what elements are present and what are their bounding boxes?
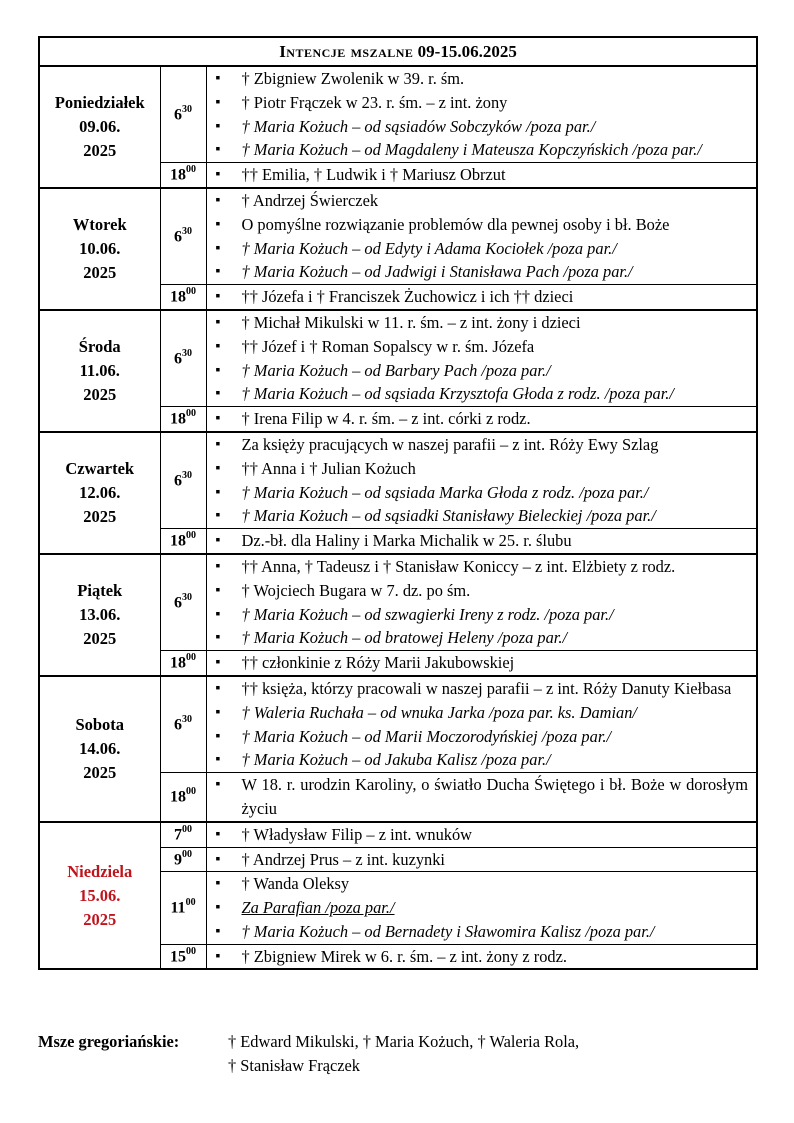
day-name: Poniedziałek (54, 92, 145, 112)
intention-item (215, 457, 749, 481)
mass-time (160, 847, 206, 872)
mass-minutes: 00 (182, 848, 192, 860)
mass-hour: 7 (174, 826, 182, 844)
mass-row (39, 822, 757, 847)
gregorian-names (228, 1030, 748, 1077)
mass-time (160, 651, 206, 676)
mass-minutes: 00 (182, 823, 192, 835)
day-date: 09.06. (79, 116, 121, 136)
intention-text: † Andrzej Świerczek (241, 190, 379, 210)
day-date: 14.06. (79, 738, 121, 758)
intentions-list (207, 529, 757, 553)
intentions-cell (206, 872, 757, 944)
intentions-list (207, 823, 757, 847)
gregorian-line: † Edward Mikulski, † Maria Kożuch, † Waleria Rola, (228, 1032, 580, 1051)
intention-item (215, 115, 749, 139)
intentions-cell (206, 188, 757, 285)
intention-text: †† Emilia, † Ludwik i † Mariusz Obrzut (241, 165, 506, 185)
title-prefix: Intencje mszalne (279, 41, 414, 61)
intention-item (215, 920, 749, 944)
mass-minutes: 00 (186, 286, 196, 298)
intention-item (215, 701, 749, 725)
intention-text: Za księży pracujących w naszej parafii – z int. Róży Ewy Szlag (241, 434, 659, 454)
intention-text: † Maria Kożuch – od bratowej Heleny /poza par./ (241, 628, 568, 648)
mass-hour: 18 (170, 166, 186, 184)
intentions-cell (206, 822, 757, 847)
mass-hour: 11 (170, 899, 186, 917)
mass-time (160, 529, 206, 554)
intention-text: † Andrzej Prus – z int. kuzynki (241, 849, 445, 869)
intention-text: † Maria Kożuch – od sąsiadki Stanisławy Bieleckiej /poza par./ (241, 506, 656, 526)
mass-minutes: 30 (182, 713, 192, 725)
intention-text: † Maria Kożuch – od Edyty i Adama Kociołek /poza par./ (241, 238, 617, 258)
intention-item (215, 433, 749, 457)
mass-minutes: 30 (182, 225, 192, 237)
intention-text: † Zbigniew Zwolenik w 39. r. śm. (241, 69, 465, 88)
intention-text: † Władysław Filip – z int. wnuków (241, 824, 473, 844)
mass-minutes: 30 (182, 591, 192, 603)
day-date: 10.06. (79, 238, 121, 258)
intentions-cell (206, 676, 757, 773)
intentions-list (207, 311, 757, 406)
intention-item (215, 823, 749, 847)
intention-text: †† Józefa i † Franciszek Żuchowicz i ich †† dzieci (241, 287, 574, 307)
mass-time (160, 676, 206, 773)
day-name: Piątek (77, 580, 123, 600)
intentions-sheet (38, 36, 758, 970)
intention-item (215, 945, 749, 969)
intentions-cell (206, 432, 757, 529)
intention-item (215, 529, 749, 553)
intentions-list (207, 677, 757, 772)
intentions-cell (206, 285, 757, 310)
intention-item (215, 677, 749, 701)
day-year: 2025 (83, 762, 117, 782)
intentions-list (207, 848, 757, 872)
intention-text: † Wojciech Bugara w 7. dz. po śm. (241, 580, 471, 600)
intention-text: O pomyślne rozwiązanie problemów dla pewnej osoby i bł. Boże (241, 214, 670, 234)
day-year: 2025 (83, 140, 117, 160)
intention-item (215, 504, 749, 528)
intention-item (215, 189, 749, 213)
intentions-cell (206, 163, 757, 188)
intention-item (215, 359, 749, 383)
mass-time (160, 773, 206, 822)
mass-row (39, 66, 757, 163)
day-year: 2025 (83, 628, 117, 648)
intention-item (215, 725, 749, 749)
mass-row (39, 554, 757, 651)
mass-time (160, 554, 206, 651)
gregorian-line: † Stanisław Frączek (228, 1055, 360, 1075)
intentions-list (207, 945, 757, 969)
page-title (39, 37, 757, 66)
intention-text: † Maria Kożuch – od szwagierki Ireny z rodz. /poza par./ (241, 604, 614, 624)
intention-text: † Zbigniew Mirek w 6. r. śm. – z int. żony z rodz. (241, 946, 567, 966)
day-name: Niedziela (67, 861, 133, 881)
intentions-cell (206, 66, 757, 163)
intention-text: †† Anna, † Tadeusz i † Stanisław Koniccy – z int. Elżbiety z rodz. (241, 556, 676, 576)
intention-text: † Waleria Ruchała – od wnuka Jarka /poza par. ks. Damian/ (241, 702, 637, 722)
day-name: Środa (78, 336, 121, 356)
intention-item (215, 213, 749, 237)
intention-text: Za Parafian /poza par./ (241, 898, 395, 918)
intentions-cell (206, 310, 757, 407)
mass-time (160, 285, 206, 310)
mass-hour: 18 (170, 654, 186, 672)
day-date: 11.06. (79, 360, 120, 380)
intentions-cell (206, 407, 757, 432)
mass-time (160, 66, 206, 163)
intentions-list (207, 285, 757, 309)
intention-text: † Maria Kożuch – od Jakuba Kalisz /poza par./ (241, 750, 551, 770)
intentions-table (38, 36, 758, 970)
intentions-list (207, 872, 757, 943)
intentions-list (207, 67, 757, 162)
intentions-cell (206, 529, 757, 554)
intention-item (215, 285, 749, 309)
intention-item (215, 626, 749, 650)
intention-item (215, 237, 749, 261)
intentions-list (207, 555, 757, 650)
mass-time (160, 432, 206, 529)
day-year: 2025 (83, 506, 117, 526)
intentions-cell (206, 554, 757, 651)
mass-time (160, 822, 206, 847)
intention-item (215, 872, 749, 896)
mass-hour: 18 (170, 788, 186, 806)
mass-hour: 18 (170, 532, 186, 550)
intention-item (215, 67, 749, 91)
title-dates: 09-15.06.2025 (417, 41, 517, 61)
mass-hour: 18 (170, 410, 186, 428)
mass-hour: 18 (170, 288, 186, 306)
intentions-list (207, 433, 757, 528)
intention-item (215, 138, 749, 162)
intention-item (215, 407, 749, 431)
mass-time (160, 872, 206, 944)
intention-text: †† członkinie z Róży Marii Jakubowskiej (241, 653, 515, 673)
day-date: 12.06. (79, 482, 121, 502)
intention-text: † Irena Filip w 4. r. śm. – z int. córki z rodz. (241, 409, 531, 429)
day-cell (39, 188, 160, 310)
intention-text: †† księża, którzy pracowali w naszej parafii – z int. Róży Danuty Kiełbasa (241, 678, 732, 698)
intention-text: †† Józef i † Roman Sopalscy w r. śm. Józefa (241, 336, 535, 356)
mass-hour: 6 (174, 106, 182, 124)
intention-text: Dz.-bł. dla Haliny i Marka Michalik w 25. r. ślubu (241, 531, 572, 551)
mass-hour: 9 (174, 851, 182, 869)
intention-item (215, 896, 749, 920)
intention-item (215, 335, 749, 359)
mass-hour: 6 (174, 228, 182, 246)
day-cell (39, 554, 160, 676)
day-cell (39, 66, 160, 188)
intention-item (215, 603, 749, 627)
intention-item (215, 382, 749, 406)
mass-hour: 6 (174, 350, 182, 368)
day-name: Wtorek (72, 214, 127, 234)
intention-item (215, 260, 749, 284)
gregorian-label: Msze gregoriańskie: (38, 1032, 180, 1051)
intentions-list (207, 189, 757, 284)
mass-row (39, 310, 757, 407)
intention-text: † Maria Kożuch – od Barbary Pach /poza par./ (241, 360, 551, 380)
intentions-cell (206, 773, 757, 822)
mass-minutes: 30 (182, 469, 192, 481)
intention-text: † Maria Kożuch – od Marii Moczorodyńskiej /poza par./ (241, 726, 612, 746)
day-cell (39, 676, 160, 822)
mass-hour: 6 (174, 594, 182, 612)
mass-time (160, 163, 206, 188)
intention-text: † Maria Kożuch – od Magdaleny i Mateusza Kopczyńskich /poza par./ (241, 140, 702, 160)
intention-item (215, 651, 749, 675)
mass-time (160, 407, 206, 432)
intention-item (215, 773, 749, 821)
intention-text: † Maria Kożuch – od Jadwigi i Stanisława Pach /poza par./ (241, 262, 633, 282)
mass-row (39, 188, 757, 285)
intentions-list (207, 407, 757, 431)
day-cell (39, 432, 160, 554)
mass-hour: 6 (174, 472, 182, 490)
intentions-list (207, 651, 757, 675)
mass-minutes: 30 (182, 347, 192, 359)
intention-item (215, 481, 749, 505)
intention-text: † Maria Kożuch – od sąsiada Krzysztofa Głoda z rodz. /poza par./ (241, 384, 674, 404)
mass-time (160, 310, 206, 407)
intention-item (215, 91, 749, 115)
mass-minutes: 00 (186, 945, 196, 957)
intentions-cell (206, 847, 757, 872)
intention-item (215, 555, 749, 579)
intentions-cell (206, 651, 757, 676)
day-date: 15.06. (79, 885, 121, 905)
intentions-list (207, 163, 757, 187)
day-name: Czwartek (65, 458, 135, 478)
mass-minutes: 00 (186, 786, 196, 798)
intention-text: † Maria Kożuch – od sąsiada Marka Głoda z rodz. /poza par./ (241, 482, 649, 502)
intentions-list (207, 773, 757, 821)
intention-item (215, 579, 749, 603)
mass-minutes: 30 (182, 103, 192, 115)
intention-text: † Wanda Oleksy (241, 874, 350, 894)
intention-item (215, 311, 749, 335)
mass-minutes: 00 (186, 164, 196, 176)
mass-row (39, 432, 757, 529)
mass-minutes: 00 (186, 530, 196, 542)
day-name: Sobota (75, 714, 125, 734)
intention-text: † Piotr Frączek w 23. r. śm. – z int. żony (241, 92, 508, 112)
intention-text: †† Anna i † Julian Kożuch (241, 458, 416, 478)
mass-time (160, 944, 206, 969)
day-cell (39, 822, 160, 970)
mass-hour: 15 (170, 948, 186, 966)
mass-time (160, 188, 206, 285)
intention-text: W 18. r. urodzin Karoliny, o światło Ducha Świętego i bł. Boże w dorosłym życiu (241, 775, 749, 818)
intention-item (215, 848, 749, 872)
intention-item (215, 163, 749, 187)
day-year: 2025 (83, 384, 117, 404)
day-date: 13.06. (79, 604, 121, 624)
day-year: 2025 (83, 262, 117, 282)
intentions-cell (206, 944, 757, 969)
mass-hour: 6 (174, 716, 182, 734)
intention-item (215, 748, 749, 772)
day-cell (39, 310, 160, 432)
day-year: 2025 (83, 909, 117, 929)
intention-text: † Maria Kożuch – od Bernadety i Sławomira Kalisz /poza par./ (241, 921, 655, 941)
intention-text: † Michał Mikulski w 11. r. śm. – z int. żony i dzieci (241, 312, 581, 332)
mass-minutes: 00 (186, 652, 196, 664)
mass-minutes: 00 (185, 897, 196, 909)
intention-text: † Maria Kożuch – od sąsiadów Sobczyków /poza par./ (241, 116, 596, 136)
mass-minutes: 00 (186, 408, 196, 420)
mass-row (39, 676, 757, 773)
